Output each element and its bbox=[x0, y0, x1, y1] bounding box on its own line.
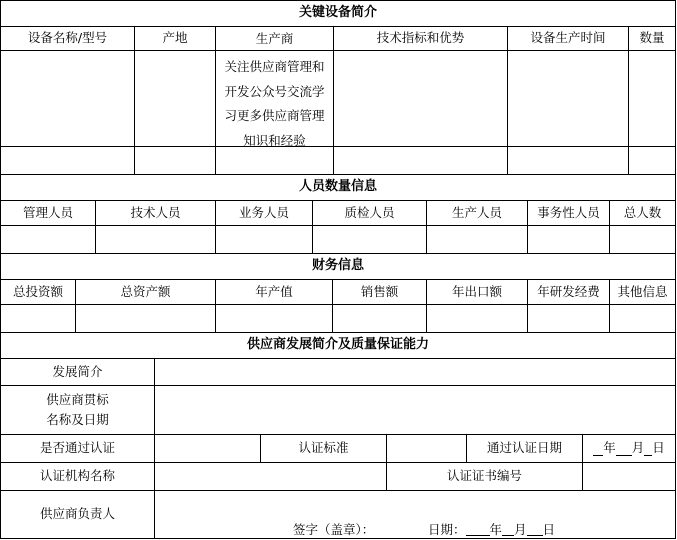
header-tech-specs: 技术指标和优势 bbox=[334, 27, 508, 51]
day-label: 日 bbox=[652, 440, 665, 456]
header-origin: 产地 bbox=[135, 27, 216, 51]
month-blank[interactable] bbox=[616, 442, 632, 456]
quantity-input[interactable] bbox=[629, 51, 675, 147]
sign-year-blank[interactable] bbox=[466, 522, 490, 536]
admin-staff-input[interactable] bbox=[528, 226, 610, 254]
header-manufacturer: 生产商 bbox=[216, 27, 334, 51]
sign-year-label: 年 bbox=[489, 522, 503, 537]
management-staff-input[interactable] bbox=[1, 226, 96, 254]
manufacturer-input[interactable] bbox=[216, 147, 334, 175]
cert-date-input[interactable] bbox=[583, 435, 675, 463]
label-line: 供应商贯标 bbox=[46, 391, 109, 407]
manufacturer-note bbox=[216, 51, 334, 147]
business-staff-input[interactable] bbox=[216, 226, 313, 254]
total-assets-input[interactable] bbox=[76, 305, 216, 333]
label-cert-passed: 是否通过认证 bbox=[1, 435, 155, 463]
sign-day-blank[interactable] bbox=[527, 522, 543, 536]
label-development-intro: 发展简介 bbox=[1, 359, 155, 386]
header-quantity: 数量 bbox=[629, 27, 675, 51]
other-info-input[interactable] bbox=[610, 305, 675, 333]
section-title-finance: 财务信息 bbox=[1, 254, 675, 280]
cert-org-input[interactable] bbox=[155, 463, 387, 491]
header-other-info: 其他信息 bbox=[610, 280, 675, 305]
sign-month-label: 月 bbox=[514, 522, 527, 537]
year-label: 年 bbox=[603, 440, 616, 456]
section-title-staff: 人员数量信息 bbox=[1, 175, 675, 201]
label-cert-date: 通过认证日期 bbox=[467, 435, 583, 463]
header-production-staff: 生产人员 bbox=[427, 201, 528, 226]
note-line: 习更多供应商管理 bbox=[224, 108, 325, 123]
header-management-staff: 管理人员 bbox=[1, 201, 96, 226]
quantity-input[interactable] bbox=[629, 147, 675, 175]
rd-budget-input[interactable] bbox=[528, 305, 610, 333]
header-total-assets: 总资产额 bbox=[76, 280, 216, 305]
total-investment-input[interactable] bbox=[1, 305, 76, 333]
sign-month-blank[interactable] bbox=[502, 522, 514, 536]
header-admin-staff: 事务性人员 bbox=[528, 201, 610, 226]
production-time-input[interactable] bbox=[508, 51, 629, 147]
section-title-key-equipment: 关键设备简介 bbox=[1, 1, 675, 27]
label-cert-number: 认证证书编号 bbox=[387, 463, 583, 491]
origin-input[interactable] bbox=[135, 51, 216, 147]
sales-input[interactable] bbox=[333, 305, 427, 333]
tech-specs-input[interactable] bbox=[334, 51, 508, 147]
development-intro-input[interactable] bbox=[155, 359, 675, 386]
day-blank[interactable] bbox=[644, 442, 652, 456]
qc-staff-input[interactable] bbox=[313, 226, 427, 254]
note-line: 开发公众号交流学 bbox=[224, 83, 325, 99]
section-title-supplier-quality: 供应商发展简介及质量保证能力 bbox=[1, 333, 675, 359]
month-label: 月 bbox=[631, 440, 645, 456]
cert-number-input[interactable] bbox=[583, 463, 675, 491]
signature-label: 签字（盖章）： bbox=[293, 522, 375, 537]
equipment-name-input[interactable] bbox=[1, 51, 135, 147]
total-staff-input[interactable] bbox=[610, 226, 675, 254]
header-sales: 销售额 bbox=[333, 280, 427, 305]
label-cert-org: 认证机构名称 bbox=[1, 463, 155, 491]
header-production-time: 设备生产时间 bbox=[508, 27, 629, 51]
header-total-staff: 总人数 bbox=[610, 201, 675, 226]
origin-input[interactable] bbox=[135, 147, 216, 175]
note-line: 知识和经验 bbox=[243, 132, 306, 148]
label-supplier-manager: 供应商负责人 bbox=[1, 491, 155, 538]
note-line: 关注供应商管理和 bbox=[224, 59, 325, 74]
header-annual-output: 年产值 bbox=[216, 280, 333, 305]
header-rd-budget: 年研发经费 bbox=[528, 280, 610, 305]
header-annual-export: 年出口额 bbox=[427, 280, 528, 305]
standard-name-date-input[interactable] bbox=[155, 386, 675, 435]
header-total-investment: 总投资额 bbox=[1, 280, 76, 305]
year-blank[interactable] bbox=[593, 442, 603, 456]
label-cert-standard: 认证标准 bbox=[261, 435, 387, 463]
equipment-name-input[interactable] bbox=[1, 147, 135, 175]
annual-output-input[interactable] bbox=[216, 305, 333, 333]
production-staff-input[interactable] bbox=[427, 226, 528, 254]
label-standard-name-date bbox=[1, 386, 155, 435]
label-line: 名称及日期 bbox=[46, 412, 109, 427]
sign-day-label: 日 bbox=[542, 522, 556, 537]
date-field[interactable] bbox=[428, 520, 555, 538]
header-equipment-name: 设备名称/型号 bbox=[1, 27, 135, 51]
header-qc-staff: 质检人员 bbox=[313, 201, 427, 226]
date-label: 日期： bbox=[428, 522, 466, 537]
annual-export-input[interactable] bbox=[427, 305, 528, 333]
cert-standard-input[interactable] bbox=[387, 435, 467, 463]
cert-passed-input[interactable] bbox=[155, 435, 261, 463]
tech-specs-input[interactable] bbox=[334, 147, 508, 175]
header-business-staff: 业务人员 bbox=[216, 201, 313, 226]
header-technical-staff: 技术人员 bbox=[96, 201, 216, 226]
production-time-input[interactable] bbox=[508, 147, 629, 175]
supplier-manager-area[interactable] bbox=[155, 491, 675, 538]
technical-staff-input[interactable] bbox=[96, 226, 216, 254]
